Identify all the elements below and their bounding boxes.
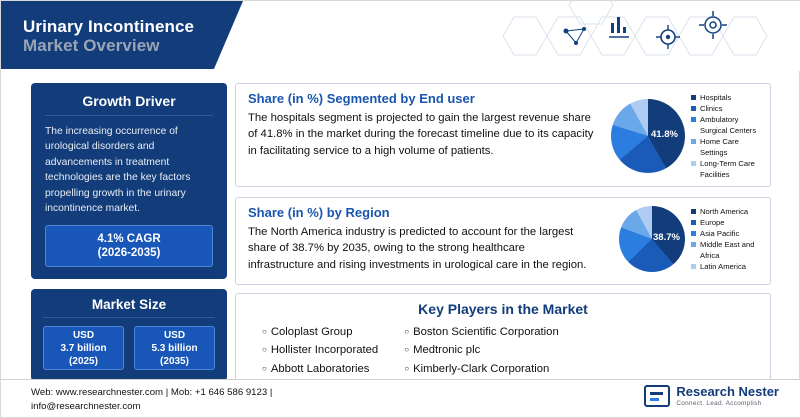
legend-item: [691, 239, 762, 261]
legend-label: Asia Pacific: [700, 229, 740, 238]
region-panel: [235, 197, 771, 285]
legend-swatch-icon: [691, 242, 696, 247]
cagr-badge: [45, 225, 213, 267]
end-user-pie-chart: [611, 99, 685, 173]
footer-line-2: info@researchnester.com: [31, 401, 141, 413]
legend-label: Ambulatory Surgical Centers: [700, 115, 757, 135]
region-heading: Share (in %) by Region: [248, 205, 390, 220]
legend-item: [691, 206, 762, 217]
key-player-item: ○ Kimberly-Clark Corporation: [404, 360, 559, 378]
page-title: [23, 17, 194, 55]
footer: [1, 379, 800, 417]
legend-item: [691, 136, 762, 158]
key-player-item: ○ Hollister Incorporated: [262, 341, 378, 359]
brand-logo: [644, 385, 779, 407]
growth-driver-card: [31, 83, 227, 279]
legend-item: [691, 158, 762, 180]
legend-swatch-icon: [691, 139, 696, 144]
legend-swatch-icon: [691, 106, 696, 111]
footer-line-1: Web: www.researchnester.com | Mob: +1 646 586 9123 |: [31, 387, 273, 398]
legend-item: [691, 217, 762, 228]
market-size-amount: 3.7 billion: [60, 342, 107, 354]
market-size-card: [31, 289, 227, 381]
legend-label: Long-Term Care Facilities: [700, 159, 755, 179]
end-user-panel: [235, 83, 771, 187]
cagr-value: 4.1% CAGR: [97, 232, 161, 245]
region-pie-label: 38.7%: [653, 232, 680, 243]
key-players-heading: Key Players in the Market: [418, 301, 588, 317]
key-players-column-left: [262, 323, 378, 378]
legend-item: [691, 103, 762, 114]
legend-label: Hospitals: [700, 93, 732, 102]
brand-tagline: Connect. Lead. Accomplish: [676, 399, 762, 407]
region-chart-area: [619, 206, 762, 272]
legend-swatch-icon: [691, 161, 696, 166]
legend-item: [691, 261, 762, 272]
cagr-period: (2026-2035): [97, 247, 161, 259]
legend-item: [691, 114, 762, 136]
key-players-columns: [236, 321, 770, 378]
growth-driver-title: Growth Driver: [45, 93, 213, 116]
legend-item: [691, 228, 762, 239]
key-player-item: ○ Medtronic plc: [404, 341, 559, 359]
end-user-text: The hospitals segment is projected to gain the largest revenue share of 41.8% in the market during the forecast timeline due to its capacity in facilitating service to a high volume of patients.: [248, 112, 594, 157]
legend-swatch-icon: [691, 95, 696, 100]
legend-label: Middle East and Africa: [700, 240, 755, 260]
legend-swatch-icon: [691, 220, 696, 225]
legend-label: Home Care Settings: [700, 137, 739, 157]
key-players-panel: [235, 293, 771, 381]
title-primary: Urinary Incontinence: [23, 17, 195, 36]
end-user-legend: [691, 92, 762, 180]
key-player-item: ○ Abbott Laboratories: [262, 360, 378, 378]
region-legend: [691, 206, 762, 272]
brand-text: [676, 385, 779, 406]
market-size-amount: 5.3 billion: [151, 342, 198, 354]
legend-label: Europe: [700, 218, 725, 227]
legend-swatch-icon: [691, 264, 696, 269]
market-size-title: Market Size: [43, 297, 215, 318]
title-secondary: Market Overview: [23, 36, 160, 56]
market-size-currency: USD: [72, 329, 95, 341]
region-text: The North America industry is predicted to account for the largest share of 38.7% by 2035, owing to the strong healthcare infrastructure and rising investments in urological care in the region.: [248, 226, 587, 271]
research-nester-logo-icon: [644, 385, 670, 407]
market-size-item: [43, 326, 124, 370]
key-players-column-right: [404, 323, 559, 378]
end-user-heading: Share (in %) Segmented by End user: [248, 91, 475, 106]
legend-swatch-icon: [691, 231, 696, 236]
legend-label: Clinics: [700, 104, 723, 113]
market-size-item: [134, 326, 215, 370]
legend-label: Latin America: [700, 262, 747, 271]
legend-label: North America: [700, 207, 749, 216]
legend-item: [691, 92, 762, 103]
hexagon-decoration-icon: [481, 1, 800, 71]
growth-driver-body: The increasing occurrence of urological disorders and advancements in treatment technologies are the key factors propelling growth in the urinary incontinence market.: [45, 126, 191, 215]
brand-name: Research Nester: [676, 384, 779, 400]
end-user-chart-area: [611, 92, 762, 180]
market-size-year: (2035): [160, 355, 189, 367]
end-user-pie-label: 41.8%: [651, 129, 678, 140]
footer-contact: [31, 386, 272, 415]
key-player-item: ○ Boston Scientific Corporation: [404, 323, 559, 341]
market-size-currency: USD: [163, 329, 186, 341]
region-pie-chart: [619, 206, 685, 272]
key-player-item: ○ Coloplast Group: [262, 323, 378, 341]
legend-swatch-icon: [691, 209, 696, 214]
market-size-year: (2025): [69, 355, 98, 367]
legend-swatch-icon: [691, 117, 696, 122]
header: [1, 1, 800, 71]
market-size-values: [43, 326, 215, 370]
